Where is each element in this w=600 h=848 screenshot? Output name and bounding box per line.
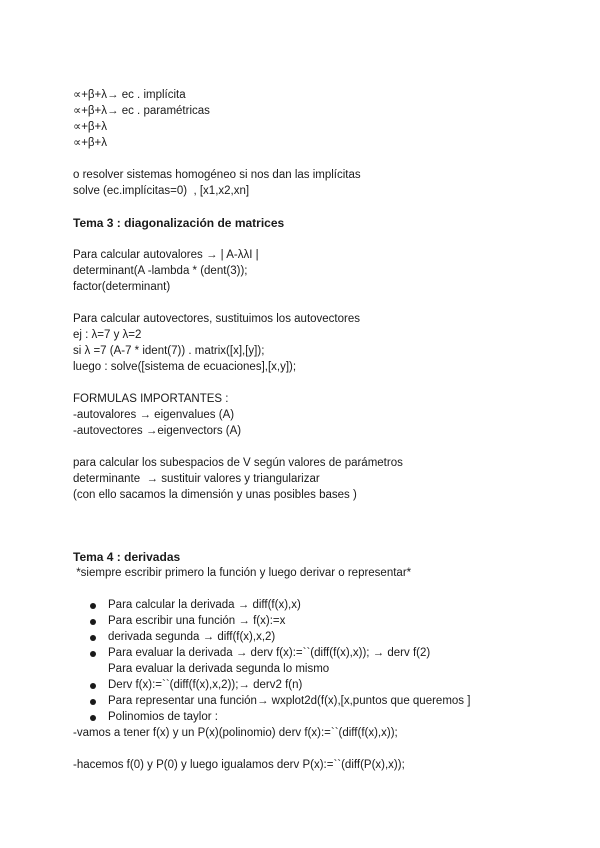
- tema3-heading: Tema 3 : diagonalización de matrices: [73, 216, 285, 230]
- bullet-item-6: Para representar una función→ wxplot2d(f(x),[x,puntos que queremos ]: [108, 695, 471, 707]
- bullet-item-2: Para escribir una función → f(x):=x: [108, 615, 286, 627]
- autovalores-line-3: factor(determinant): [73, 281, 171, 293]
- bullet-item-3: derivada segunda → diff(f(x),x,2): [108, 631, 276, 643]
- autovectores-line-3: si λ =7 (A-7 * ident(7)) . matrix([x],[y]);: [73, 345, 265, 357]
- bullet-item-5: Derv f(x):=``(diff(f(x),x,2));→ derv2 f(n): [108, 679, 303, 691]
- bullet-item-4-continuation: Para evaluar la derivada segunda lo mismo: [108, 663, 330, 675]
- bullet-item-4: Para evaluar la derivada → derv f(x):=``(diff(f(x),x)); → derv f(2): [108, 647, 431, 659]
- formulas-line-1: FORMULAS IMPORTANTES :: [73, 393, 229, 405]
- top-line-2: ∝+β+λ→ ec . paramétricas: [73, 105, 210, 117]
- autovectores-line-2: ej : λ=7 y λ=2: [73, 329, 142, 341]
- bullet-dot: [90, 635, 96, 641]
- bullet-item-7: Polinomios de taylor :: [108, 711, 218, 723]
- bullet-dot: [90, 715, 96, 721]
- bullet-dot: [90, 683, 96, 689]
- top-line-1: ∝+β+λ→ ec . implícita: [73, 89, 186, 101]
- autovectores-line-1: Para calcular autovectores, sustituimos los autovectores: [73, 313, 360, 325]
- top-line-3: ∝+β+λ: [73, 121, 108, 133]
- subespacios-line-3: (con ello sacamos la dimensión y unas posibles bases ): [73, 489, 357, 501]
- formulas-line-2: -autovalores → eigenvalues (A): [73, 409, 235, 421]
- bullet-dot: [90, 651, 96, 657]
- resolver-line-2: solve (ec.implícitas=0) , [x1,x2,xn]: [73, 185, 250, 197]
- autovalores-line-2: determinant(A -lambda * (dent(3));: [73, 265, 248, 277]
- taylor-line-2: -hacemos f(0) y P(0) y luego igualamos derv P(x):=``(diff(P(x),x));: [73, 759, 405, 771]
- bullet-dot: [90, 619, 96, 625]
- resolver-line-1: o resolver sistemas homogéneo si nos dan las implícitas: [73, 169, 361, 181]
- taylor-line-1: -vamos a tener f(x) y un P(x)(polinomio) derv f(x):=``(diff(f(x),x));: [73, 727, 398, 739]
- bullet-dot: [90, 603, 96, 609]
- bullet-dot: [90, 699, 96, 705]
- autovectores-line-4: luego : solve([sistema de ecuaciones],[x,y]);: [73, 361, 297, 373]
- top-line-4: ∝+β+λ: [73, 137, 108, 149]
- formulas-line-3: -autovectores →eigenvectors (A): [73, 425, 242, 437]
- bullet-item-1: Para calcular la derivada → diff(f(x),x): [108, 599, 301, 611]
- tema4-note: *siempre escribir primero la función y luego derivar o representar*: [73, 567, 412, 579]
- autovalores-line-1: Para calcular autovalores → | A-λλI |: [73, 249, 259, 261]
- tema4-heading: Tema 4 : derivadas: [73, 550, 181, 564]
- subespacios-line-2: determinante → sustituir valores y triangularizar: [73, 473, 320, 485]
- subespacios-line-1: para calcular los subespacios de V según valores de parámetros: [73, 457, 403, 469]
